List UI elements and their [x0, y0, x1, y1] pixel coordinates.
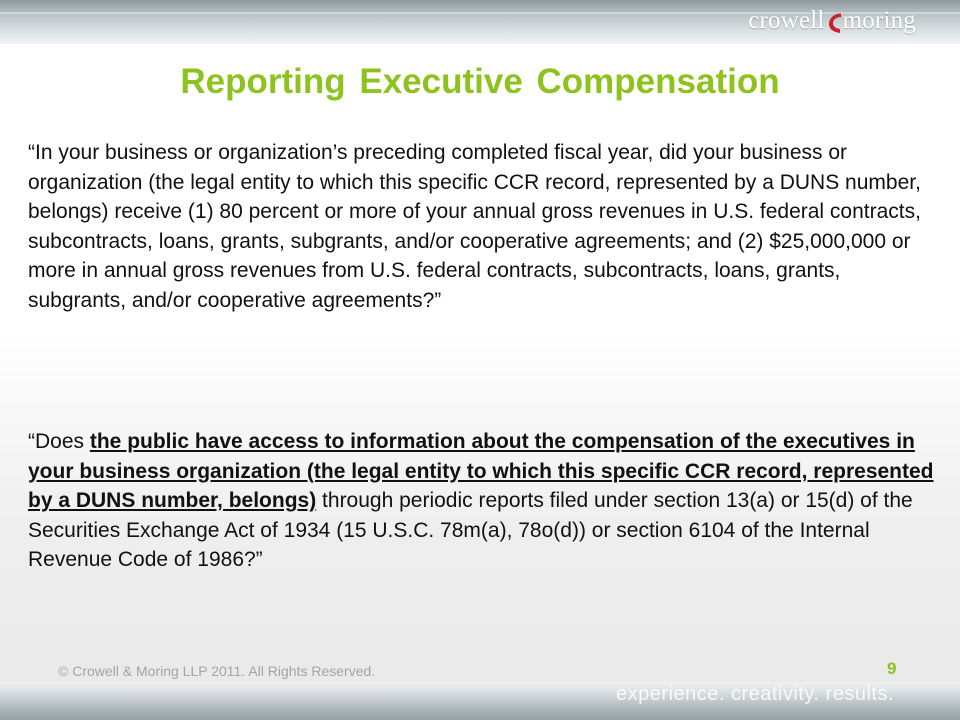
question-paragraph-2 — [28, 427, 940, 575]
header-band — [0, 0, 960, 44]
paragraph-2-emphasis: the public have access to information about the compensation of the executives in your business organization (the legal entity to which this specific CCR record, represented by a DUNS number, belongs) — [28, 430, 934, 512]
paragraph-2-rest: through periodic reports filed under section 13(a) or 15(d) of the Securities Exchange Act of 1934 (15 U.S.C. 78m(a), 78o(d)) or section 6104 of the Internal Revenue Code of 1986?” — [28, 489, 913, 571]
logo-word-moring: moring — [842, 7, 916, 34]
logo-word-crowell: crowell — [748, 7, 825, 34]
copyright-text: © Crowell & Moring LLP 2011. All Rights Reserved. — [58, 663, 376, 679]
slide-title: Reporting Executive Compensation — [180, 62, 780, 101]
logo-mark-icon — [828, 12, 842, 34]
page-number: 9 — [887, 659, 897, 678]
question-paragraph-1: “In your business or organization’s preceding completed fiscal year, did your business or organization (the legal entity to which this specific CCR record, represented by a DUNS number, belongs) receive (1) 80 percent or more of your annual gross revenues in U.S. federal contracts, subcontracts, loans, grants, subgrants, and/or cooperative agreements; and (2) $25,000,000 or more in annual gross revenues from U.S. federal contracts, subcontracts, loans, grants, subgrants, and/or cooperative agreements?” — [28, 141, 921, 312]
paragraph-2-lead: “Does — [28, 430, 90, 453]
tagline: experience. creativity. results. — [616, 683, 894, 705]
crowell-moring-logo — [748, 4, 916, 38]
